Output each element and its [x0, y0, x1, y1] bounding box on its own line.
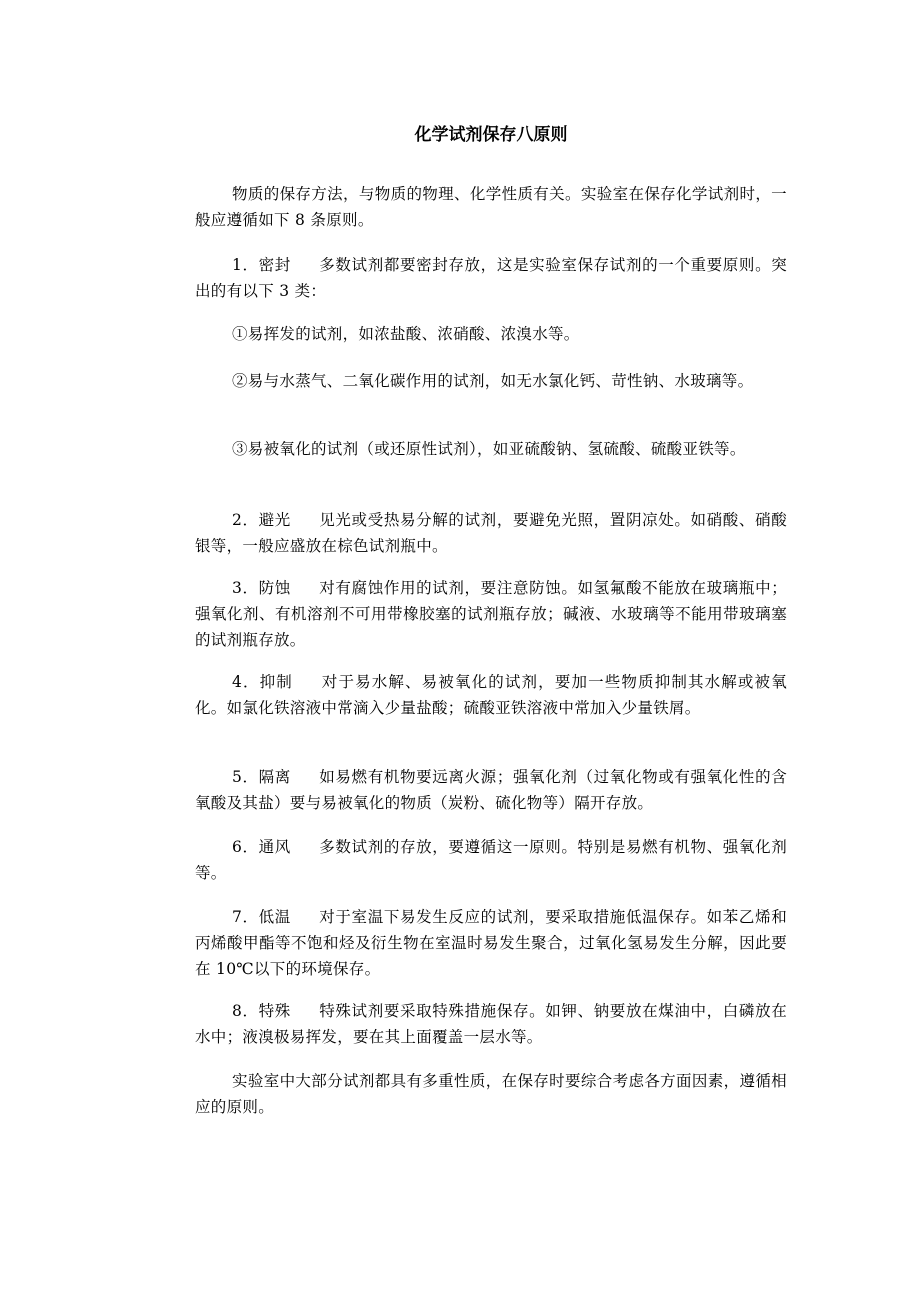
principle-3 — [195, 575, 787, 653]
principle-1-label: 1．密封 — [232, 256, 291, 274]
principle-2-label: 2．避光 — [232, 511, 291, 529]
principle-8 — [195, 998, 787, 1050]
principle-4 — [195, 669, 787, 721]
intro-paragraph: 物质的保存方法，与物质的物理、化学性质有关。实验室在保存化学试剂时，一般应遵循如下 8 条原则。 — [195, 185, 787, 229]
principle-8-label: 8．特殊 — [232, 1002, 291, 1020]
principle-7 — [195, 904, 787, 982]
sealed-category-2: ②易与水蒸气、二氧化碳作用的试剂，如无水氯化钙、苛性钠、水玻璃等。 — [232, 372, 754, 390]
principle-4-label: 4．抑制 — [232, 673, 293, 691]
principle-2-text: 见光或受热易分解的试剂，要避免光照，置阴凉处。如硝酸、硝酸银等，一般应盛放在棕色试剂瓶中。 — [195, 511, 788, 555]
principle-3-label: 3．防蚀 — [232, 579, 291, 597]
sealed-category-3: ③易被氧化的试剂（或还原性试剂），如亚硫酸钠、氢硫酸、硫酸亚铁等。 — [232, 440, 746, 458]
principle-5 — [195, 764, 787, 816]
principle-5-label: 5．隔离 — [232, 768, 291, 786]
principle-4-text: 对于易水解、易被氧化的试剂，要加一些物质抑制其水解或被氧化。如氯化铁溶液中常滴入少量盐酸；硫酸亚铁溶液中常加入少量铁屑。 — [195, 673, 788, 717]
sealed-category-1: ①易挥发的试剂，如浓盐酸、浓硝酸、浓溴水等。 — [232, 325, 580, 343]
principle-1 — [195, 252, 787, 304]
principle-5-text: 如易燃有机物要远离火源；强氧化剂（过氧化物或有强氧化性的含氧酸及其盐）要与易被氧化的物质（炭粉、硫化物等）隔开存放。 — [195, 768, 788, 812]
principle-6 — [195, 834, 787, 886]
document-title: 化学试剂保存八原则 — [414, 125, 568, 145]
conclusion-paragraph: 实验室中大部分试剂都具有多重性质，在保存时要综合考虑各方面因素，遵循相应的原则。 — [195, 1072, 787, 1116]
principle-1-text: 多数试剂都要密封存放，这是实验室保存试剂的一个重要原则。突出的有以下 3 类： — [195, 256, 788, 300]
principle-2 — [195, 507, 787, 559]
principle-3-text: 对有腐蚀作用的试剂，要注意防蚀。如氢氟酸不能放在玻璃瓶中；强氧化剂、有机溶剂不可用带橡胶塞的试剂瓶存放；碱液、水玻璃等不能用带玻璃塞的试剂瓶存放。 — [195, 579, 788, 649]
principle-7-label: 7．低温 — [232, 908, 291, 926]
principle-6-label: 6．通风 — [232, 838, 291, 856]
principle-8-text: 特殊试剂要采取特殊措施保存。如钾、钠要放在煤油中，白磷放在水中；液溴极易挥发，要在其上面覆盖一层水等。 — [195, 1002, 788, 1046]
principle-6-text: 多数试剂的存放，要遵循这一原则。特别是易燃有机物、强氧化剂等。 — [195, 838, 788, 882]
principle-7-text: 对于室温下易发生反应的试剂，要采取措施低温保存。如苯乙烯和丙烯酸甲酯等不饱和烃及衍生物在室温时易发生聚合，过氧化氢易发生分解，因此要在 10℃以下的环境保存。 — [195, 908, 788, 978]
